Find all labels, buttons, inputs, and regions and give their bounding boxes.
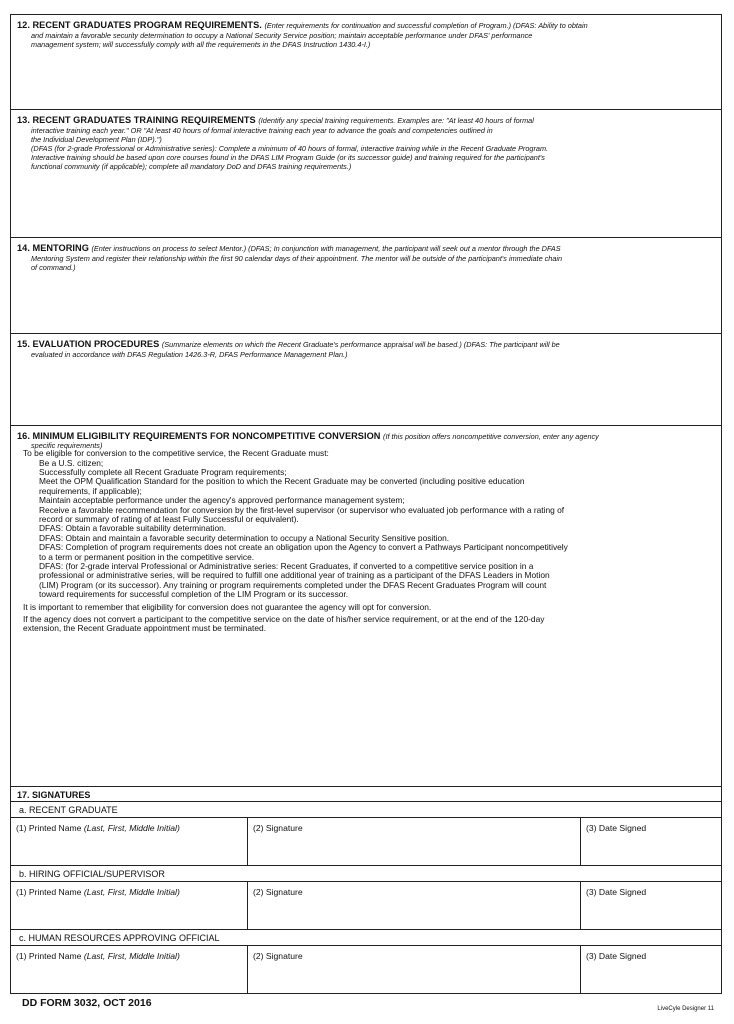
section-14-header [17,243,715,254]
printed-name-hint: (Last, First, Middle Initial) [83,887,180,897]
section-16-title: MINIMUM ELIGIBILITY REQUIREMENTS FOR NONCOMPETITIVE CONVERSION [32,431,381,441]
requirement-item: DFAS: (for 2-grade interval Professional or Administrative series: Recent Graduates, if converted to a competitive service position in a [39,560,534,571]
section-16 [11,426,721,786]
signature-row-recent-graduate [11,818,721,866]
section-15 [11,334,721,426]
section-12-header [17,20,715,31]
requirement-item: DFAS: Obtain a favorable suitability determination. [39,523,227,534]
section-13-title: RECENT GRADUATES TRAINING REQUIREMENTS [32,115,256,125]
section-13-number: 13. [17,115,30,125]
printed-name-hint: (Last, First, Middle Initial) [83,951,180,961]
designer-note: LiveCyle Designer 11 [657,1006,714,1012]
section-12-title: RECENT GRADUATES PROGRAM REQUIREMENTS. [32,20,262,30]
section-16-body [17,449,715,634]
signature-field[interactable] [248,882,581,929]
signature-label: (2) Signature [253,951,303,961]
printed-name-hint: (Last, First, Middle Initial) [83,823,180,833]
section-15-header [17,339,715,350]
printed-name-label: (1) Printed Name [16,887,82,897]
section-16-header [17,431,715,442]
signature-group-hr-official: c. HUMAN RESOURCES APPROVING OFFICIAL [11,930,721,946]
requirement-item: (LIM) Program (or its successor). Any training or program requirements completed under the DFAS Recent Graduates Program will count [39,579,547,590]
date-signed-field[interactable] [581,882,721,929]
date-signed-label: (3) Date Signed [586,951,647,961]
requirement-item: Meet the OPM Qualification Standard for the position to which the Recent Graduate may be converted (including positive education [39,476,525,487]
form-page [10,14,722,994]
requirement-item: Maintain acceptable performance under the agency's approved performance management system; [39,495,405,506]
section-13-header [17,115,715,126]
signature-label: (2) Signature [253,823,303,833]
section-12-instructions-line: and maintain a favorable security determination to occupy a National Security Service position; maintain acceptable performance under DFAS' performance [31,30,533,40]
date-signed-field[interactable] [581,946,721,993]
section-13-line: functional community (if applicable); complete all mandatory DoD and DFAS training requirements.) [31,161,352,171]
section-16-number: 16. [17,431,30,441]
date-signed-label: (3) Date Signed [586,823,647,833]
signature-row-hr-official [11,946,721,993]
conversion-note: If the agency does not convert a participant to the competitive service on the date of his/her service requirement, or at the end of the 120-day [23,614,545,624]
printed-name-field[interactable] [11,882,248,929]
section-15-title: EVALUATION PROCEDURES [32,339,160,349]
section-14-instructions: (Enter instructions on process to select Mentor.) (DFAS; In conjunction with management, the participant will seek out a mentor through the DFAS [91,244,561,253]
printed-name-label: (1) Printed Name [16,951,82,961]
signature-field[interactable] [248,818,581,865]
conversion-note: It is important to remember that eligibility for conversion does not guarantee the agency will opt for conversion. [23,601,432,612]
section-14-title: MENTORING [32,243,89,253]
signature-group-hiring-official: b. HIRING OFFICIAL/SUPERVISOR [11,866,721,882]
section-16-instructions-line: specific requirements) [31,440,103,450]
section-12-instructions: (Enter requirements for continuation and successful completion of Program.) (DFAS: Ability to obtain [264,21,588,30]
section-16-instructions: (If this position offers noncompetitive conversion, enter any agency [383,432,599,441]
section-12-number: 12. [17,20,30,30]
section-12 [11,15,721,110]
section-14-line: Mentoring System and register their relationship within the first 90 calendar days of their appointment. The mentor will be outside of the participant's immediate chain [31,253,563,263]
requirement-item: Successfully complete all Recent Graduate Program requirements; [39,466,287,477]
section-13-line: Interactive training should be based upon core courses found in the DFAS LIM Program Guide (or its successor guide) and training required for the participant's [31,152,545,162]
section-14-number: 14. [17,243,30,253]
requirement-item: Receive a favorable recommendation for conversion by the first-level supervisor (or supervisor who evaluated job performance with a rating of [39,504,565,515]
signature-label: (2) Signature [253,887,303,897]
printed-name-field[interactable] [11,946,248,993]
date-signed-label: (3) Date Signed [586,887,647,897]
section-15-instructions: (Summarize elements on which the Recent Graduate's performance appraisal will be based.) (DFAS: The participant will be [161,340,560,349]
signatures-title: 17. SIGNATURES [11,786,721,802]
printed-name-label: (1) Printed Name [16,823,82,833]
form-id: DD FORM 3032, OCT 2016 [22,997,152,1009]
requirement-item: toward requirements for successful completion of the LIM Program or its successor. [39,589,349,600]
section-13-line: (DFAS (for 2-grade Professional or Administrative series): Complete a minimum of 40 hours of formal, interactive training while in the Recent Graduate Program. [31,143,549,153]
requirement-item: record or summary of rating of at least Fully Successful or equivalent). [39,513,299,524]
conversion-intro: To be eligible for conversion to the competitive service, the Recent Graduate must: [23,448,329,459]
section-12-instructions-line: management system; will successfully comply with all the requirements in the DFAS Instruction 1430.4-I.) [31,39,371,49]
section-13-line: the Individual Development Plan (IDP).") [31,134,162,144]
signature-field[interactable] [248,946,581,993]
printed-name-field[interactable] [11,818,248,865]
signature-group-recent-graduate: a. RECENT GRADUATE [11,802,721,818]
conversion-note: extension, the Recent Graduate appointment must be terminated. [23,623,267,634]
section-13 [11,110,721,238]
section-14-line: of command.) [31,262,76,272]
requirement-item: to a term or permanent position in the competitive service. [39,551,255,562]
section-13-line: interactive training each year." OR "At least 40 hours of formal interactive training each year to advance the goals and competencies outlined in [31,125,493,135]
signature-row-hiring-official [11,882,721,930]
requirement-item: professional or administrative series, will be required to fulfill one additional year of training as a participant of the DFAS Leaders in Motion [39,570,550,581]
section-15-number: 15. [17,339,30,349]
requirement-item: DFAS: Completion of program requirements does not create an obligation upon the Agency to convert a Pathways Participant noncompetitively [39,542,568,553]
section-14 [11,238,721,334]
requirement-item: Be a U.S. citizen; [39,457,104,468]
requirement-item: DFAS: Obtain and maintain a favorable security determination to occupy a National Security Sensitive position. [39,532,450,543]
section-13-instructions: (Identify any special training requirements. Examples are: "At least 40 hours of formal [258,116,534,125]
requirement-item: requirements, if applicable); [39,485,142,496]
section-15-line: evaluated in accordance with DFAS Regulation 1426.3-R, DFAS Performance Management Plan.) [31,349,348,359]
date-signed-field[interactable] [581,818,721,865]
